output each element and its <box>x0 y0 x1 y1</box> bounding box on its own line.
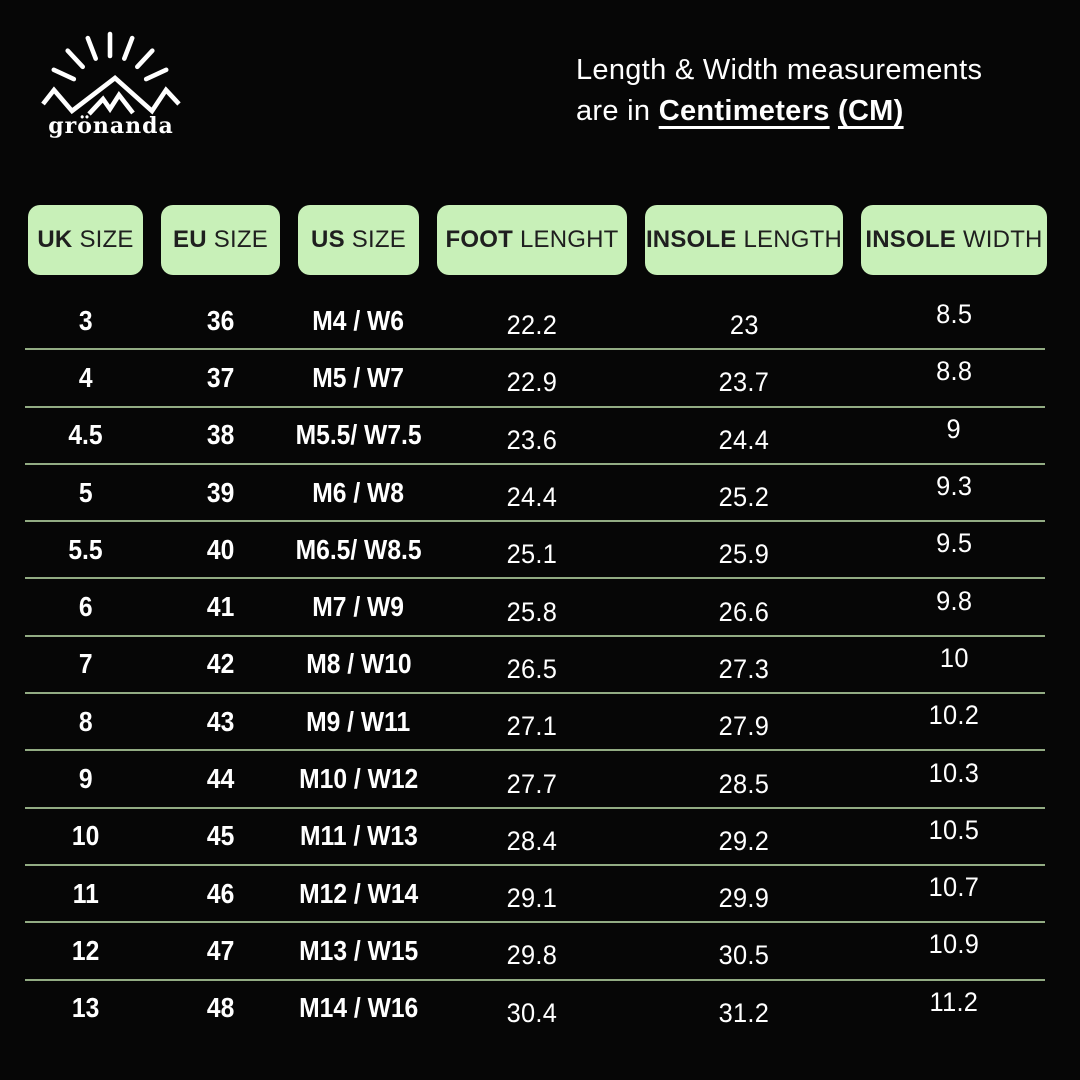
table-cell <box>28 992 143 1024</box>
column-header-rest: SIZE <box>351 226 406 253</box>
table-cell-value: M6.5/ W8.5 <box>295 533 422 565</box>
column-header-pill <box>437 205 627 275</box>
column-header-bold: INSOLE <box>645 226 737 253</box>
column-header-rest: LENGTH <box>743 226 843 253</box>
table-cell <box>28 763 143 795</box>
table-row <box>0 980 1080 1037</box>
mountain-sun-icon <box>28 30 203 150</box>
table-cell <box>161 820 280 852</box>
table-cell-value: 41 <box>206 591 235 623</box>
table-cell-value: 29.2 <box>718 825 770 856</box>
table-cell <box>161 534 280 566</box>
table-header-row <box>0 205 1080 275</box>
table-cell-value: 48 <box>206 992 235 1024</box>
table-cell-value: M4 / W6 <box>312 304 405 336</box>
table-cell-value: 8.8 <box>935 356 973 387</box>
table-cell-value: 46 <box>206 877 235 909</box>
table-cell <box>28 477 143 509</box>
table-cell <box>437 305 627 341</box>
table-cell-value: 24.4 <box>506 482 558 513</box>
table-cell-value: 27.1 <box>506 711 558 742</box>
table-cell-value: 30.4 <box>506 997 558 1028</box>
table-cell <box>161 935 280 967</box>
table-cell <box>28 591 143 623</box>
table-cell-value: 36 <box>206 304 235 336</box>
table-cell-value: 5 <box>78 476 93 508</box>
table-row <box>0 865 1080 922</box>
table-cell <box>645 420 843 455</box>
table-cell-value: 9 <box>946 413 962 444</box>
table-cell <box>161 362 280 394</box>
table-cell-value: 25.2 <box>718 482 770 513</box>
table-cell <box>298 362 419 394</box>
table-cell <box>161 419 280 451</box>
table-cell <box>437 420 627 455</box>
table-cell-value: 28.4 <box>506 825 558 856</box>
table-row <box>0 922 1080 979</box>
table-cell-value: M5 / W7 <box>312 361 405 393</box>
table-row <box>0 578 1080 635</box>
table-cell-value: 6 <box>78 591 93 623</box>
column-header-pill <box>28 205 143 275</box>
table-cell-value: 9.3 <box>935 471 973 502</box>
table-cell-value: 10 <box>71 820 100 852</box>
table-cell <box>861 757 1047 795</box>
table-cell <box>298 878 419 910</box>
table-cell <box>645 706 843 742</box>
table-cell-value: 4 <box>78 361 93 393</box>
table-cell-value: 39 <box>206 476 235 508</box>
table-cell-value: 31.2 <box>718 997 770 1028</box>
table-cell <box>645 764 843 799</box>
table-cell-value: 45 <box>206 820 235 852</box>
table-row <box>0 636 1080 693</box>
table-cell <box>437 764 627 799</box>
table-cell-value: 12 <box>71 934 100 966</box>
table-cell-value: 29.1 <box>506 883 558 914</box>
table-cell <box>28 706 143 738</box>
column-header-rest: LENGHT <box>519 226 619 253</box>
column-header-rest: SIZE <box>213 226 268 253</box>
table-cell <box>861 700 1047 737</box>
table-cell-value: M11 / W13 <box>299 820 418 852</box>
table-cell-value: 10.3 <box>928 757 980 788</box>
table-cell-value: M8 / W10 <box>305 648 412 680</box>
table-cell-value: 42 <box>206 648 235 680</box>
table-cell-value: 11 <box>72 877 99 909</box>
table-cell <box>645 362 843 398</box>
table-cell <box>28 820 143 852</box>
table-cell <box>161 477 280 509</box>
table-cell <box>645 935 843 971</box>
table-row <box>0 521 1080 578</box>
table-cell-value: 23.6 <box>506 424 558 455</box>
table-cell-value: 10.9 <box>928 929 980 960</box>
table-row <box>0 464 1080 521</box>
table-cell <box>161 878 280 910</box>
table-cell <box>28 362 143 394</box>
table-cell <box>298 706 419 738</box>
table-cell <box>645 305 843 341</box>
table-cell-value: 37 <box>206 361 235 393</box>
table-cell <box>437 821 627 856</box>
units-note-cm-abbr: (CM) <box>837 95 904 127</box>
table-cell-value: 23.7 <box>718 367 770 398</box>
table-cell <box>298 648 419 680</box>
table-cell-value: 11.2 <box>929 986 979 1017</box>
column-header-rest: WIDTH <box>962 226 1043 253</box>
column-header-bold: EU <box>173 226 207 253</box>
table-cell-value: M6 / W8 <box>312 476 405 508</box>
table-cell <box>437 362 627 398</box>
table-cell-value: 43 <box>206 705 235 737</box>
table-cell-value: M9 / W11 <box>306 705 411 737</box>
table-cell-value: 26.6 <box>718 596 770 627</box>
table-cell <box>298 477 419 509</box>
table-cell <box>437 649 627 684</box>
table-cell-value: M7 / W9 <box>312 591 405 623</box>
table-cell <box>645 592 843 627</box>
table-cell-value: 4.5 <box>68 419 103 451</box>
table-cell <box>161 706 280 738</box>
table-cell <box>161 648 280 680</box>
column-header-pill <box>161 205 280 275</box>
table-cell <box>861 585 1047 623</box>
table-cell-value: M5.5/ W7.5 <box>295 419 422 451</box>
table-cell <box>437 477 627 513</box>
column-header-bold: UK <box>37 226 73 253</box>
table-cell <box>861 471 1047 508</box>
table-cell-value: 7 <box>78 648 93 680</box>
table-cell <box>861 642 1047 680</box>
table-cell-value: 9 <box>78 763 93 795</box>
table-cell <box>861 299 1047 336</box>
table-cell <box>161 591 280 623</box>
brand-name-text: grönanda <box>48 113 174 139</box>
column-header-pill <box>861 205 1047 275</box>
table-cell-value: 27.9 <box>718 711 770 742</box>
table-cell-value: 22.9 <box>506 367 558 398</box>
table-cell <box>645 534 843 570</box>
units-note-line1: Length & Width measurements <box>576 54 983 86</box>
table-cell-value: 13 <box>71 992 100 1024</box>
brand-logo <box>28 30 203 150</box>
table-cell-value: M10 / W12 <box>298 763 419 795</box>
table-cell <box>861 413 1047 451</box>
column-header-pill <box>298 205 419 275</box>
table-cell <box>28 648 143 680</box>
table-cell-value: 10.5 <box>928 814 980 845</box>
table-cell <box>295 419 422 451</box>
table-cell-value: 38 <box>206 419 235 451</box>
table-cell-value: 25.8 <box>506 596 558 627</box>
table-row <box>0 808 1080 865</box>
table-cell <box>861 356 1047 393</box>
table-cell-value: 25.9 <box>718 539 770 570</box>
table-cell <box>437 534 627 570</box>
table-cell <box>295 533 422 566</box>
table-cell <box>28 305 143 337</box>
table-cell <box>437 592 627 627</box>
table-cell-value: 3 <box>78 304 93 336</box>
table-cell <box>298 763 419 795</box>
table-cell <box>298 305 419 337</box>
table-cell-value: 25.1 <box>506 539 558 570</box>
table-cell <box>298 820 419 852</box>
table-cell <box>161 763 280 795</box>
table-cell-value: M14 / W16 <box>298 992 419 1024</box>
table-cell-value: M12 / W14 <box>298 877 419 909</box>
table-cell-value: 28.5 <box>718 768 770 799</box>
table-cell-value: 8 <box>78 705 93 737</box>
table-cell <box>861 872 1047 909</box>
table-cell <box>861 528 1047 565</box>
table-cell <box>298 591 419 623</box>
table-cell <box>161 305 280 337</box>
table-cell-value: 26.5 <box>506 653 558 684</box>
table-cell <box>298 992 419 1024</box>
table-row <box>0 693 1080 750</box>
table-cell <box>437 706 627 742</box>
table-cell <box>645 821 843 856</box>
table-cell <box>645 878 843 914</box>
table-cell <box>645 477 843 513</box>
table-row <box>0 292 1080 349</box>
table-cell-value: 23 <box>729 310 759 341</box>
table-cell <box>28 419 143 451</box>
table-cell-value: 8.5 <box>935 299 973 330</box>
table-cell <box>161 992 280 1024</box>
table-cell <box>645 993 843 1028</box>
units-note <box>576 50 1056 132</box>
table-cell-value: 22.2 <box>506 310 558 341</box>
units-note-centimeters: Centimeters <box>658 95 830 127</box>
table-cell-value: 10 <box>939 642 969 673</box>
table-cell-value: 9.5 <box>935 528 973 559</box>
table-cell-value: 10.7 <box>928 872 980 903</box>
table-cell <box>645 649 843 684</box>
table-body <box>0 292 1080 1037</box>
table-cell-value: 24.4 <box>718 424 770 455</box>
table-cell <box>437 993 627 1028</box>
table-cell <box>298 935 419 967</box>
table-cell <box>861 986 1047 1024</box>
table-cell <box>861 929 1047 966</box>
table-cell <box>28 534 143 566</box>
column-header-bold: INSOLE <box>865 226 956 253</box>
table-cell <box>437 878 627 914</box>
table-cell-value: 27.7 <box>506 768 558 799</box>
table-cell <box>861 814 1047 852</box>
table-cell-value: 5.5 <box>68 533 103 565</box>
table-cell-value: 9.8 <box>935 585 973 616</box>
table-cell-value: 10.2 <box>928 700 980 731</box>
column-header-bold: US <box>311 226 345 253</box>
table-cell <box>28 878 143 910</box>
table-row <box>0 349 1080 406</box>
table-cell-value: 27.3 <box>718 653 770 684</box>
table-cell-value: 44 <box>206 763 235 795</box>
column-header-pill <box>645 205 843 275</box>
table-cell <box>28 935 143 967</box>
column-header-rest: SIZE <box>79 226 134 253</box>
table-cell-value: 40 <box>206 533 235 565</box>
table-row <box>0 407 1080 464</box>
column-header-bold: FOOT <box>445 226 513 253</box>
table-row <box>0 750 1080 807</box>
table-cell <box>437 935 627 971</box>
table-cell-value: 29.9 <box>718 883 770 914</box>
units-note-line2-prefix: are in <box>576 95 651 127</box>
table-cell-value: 30.5 <box>718 940 770 971</box>
table-cell-value: 29.8 <box>506 940 558 971</box>
table-cell-value: 47 <box>206 934 235 966</box>
table-cell-value: M13 / W15 <box>298 934 419 966</box>
